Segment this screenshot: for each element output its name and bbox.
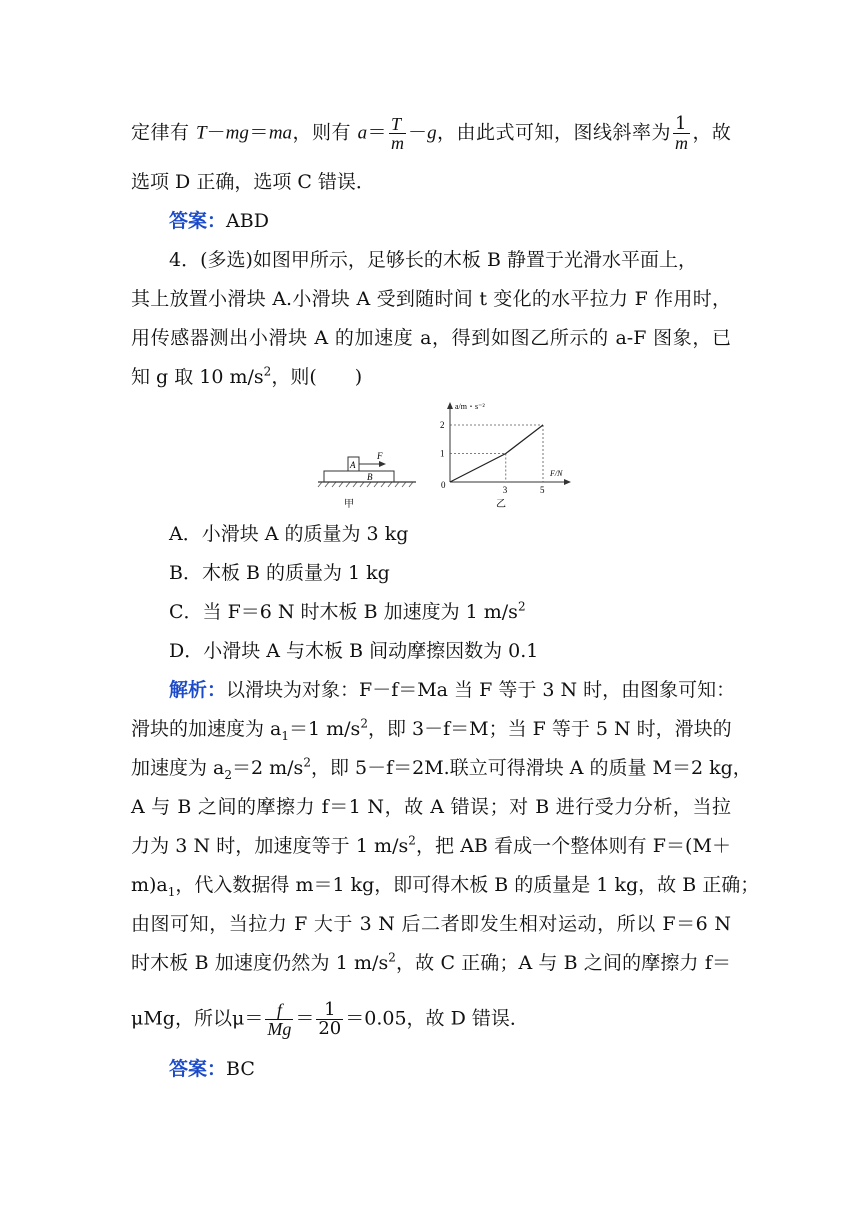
- var-T: T: [196, 122, 207, 144]
- answer-2: [169, 1056, 769, 1082]
- text-segment: 滑块的加速度为 a: [131, 718, 282, 740]
- subscript: 1: [167, 884, 176, 899]
- figure-jia: [312, 440, 422, 516]
- analysis-line-6: [131, 872, 760, 899]
- text-segment: ，代入数据得 m＝1 kg，即可得木板 B 的质量是 1 kg，故 B 正确；: [175, 874, 760, 896]
- fraction-f-over-Mg: [265, 1001, 293, 1038]
- text-line-1: [131, 115, 731, 152]
- fraction-1-over-20: [316, 1001, 343, 1038]
- text-line-2: 选项 D 正确，选项 C 错误．: [131, 171, 375, 193]
- option-b: B．木板 B 的质量为 1 kg: [169, 562, 390, 584]
- force-label: F: [377, 451, 383, 461]
- subscript: 2: [224, 767, 233, 782]
- answer-1: [169, 208, 769, 234]
- caption-jia: 甲: [344, 499, 354, 510]
- text-segment: 知 g 取 10 m/s: [131, 366, 264, 388]
- text-segment: ＝0.05，故 D 错误．: [345, 1007, 529, 1030]
- question-4-line-2: 其上放置小滑块 A.小滑块 A 受到随时间 t 变化的水平拉力 F 作用时，: [131, 288, 731, 310]
- board-b: [324, 471, 394, 482]
- analysis-label: 解析：: [169, 679, 227, 701]
- text-segment: ＝2 m/s: [232, 757, 304, 779]
- subscript: 1: [281, 728, 290, 743]
- chart-x-tick-label: 3: [502, 485, 508, 495]
- superscript: 2: [360, 716, 368, 731]
- denominator: Mg: [267, 1019, 292, 1039]
- text-segment: ，则( ): [271, 366, 363, 388]
- chart-origin-label: 0: [441, 480, 446, 490]
- analysis-line-9: [131, 1001, 731, 1038]
- answer-label: 答案：: [169, 1058, 227, 1080]
- var-a: a: [357, 122, 368, 144]
- text-segment: ，则有: [292, 121, 352, 144]
- text-segment: ，即 3－f＝M；当 F 等于 5 N 时，滑块的: [367, 718, 732, 740]
- text-segment: ，故: [691, 121, 731, 144]
- fraction-1-over-m: [673, 115, 690, 152]
- text-segment: ，由此式可知，图线斜率为: [436, 121, 671, 144]
- text-segment: ＝: [295, 1007, 315, 1030]
- denominator: m: [674, 133, 688, 153]
- superscript: 2: [388, 950, 396, 965]
- text-segment: 力为 3 N 时，加速度等于 1 m/s: [131, 835, 409, 857]
- text-segment: m)a: [131, 874, 168, 896]
- chart-x-axis-arrow: [564, 479, 571, 485]
- option-c: [169, 599, 769, 625]
- figure-yi-chart: [425, 396, 585, 514]
- text-segment: ，故 C 正确；A 与 B 之间的摩擦力 f＝: [395, 952, 731, 974]
- denominator: 20: [318, 1018, 342, 1039]
- question-4-line-4: [131, 364, 731, 390]
- chart-y-tick-label: 2: [440, 420, 445, 430]
- answer-value: BC: [226, 1058, 255, 1080]
- text-segment: μMg，所以μ＝: [131, 1007, 264, 1030]
- var-g: g: [427, 122, 437, 144]
- board-b-label: B: [367, 472, 373, 482]
- text-segment: 定律有: [131, 121, 190, 144]
- text-segment: ＝: [367, 121, 388, 144]
- superscript: 2: [263, 364, 272, 379]
- text-segment: 加速度为 a: [131, 757, 225, 779]
- caption-yi: 乙: [496, 499, 506, 510]
- ground-hatch: [318, 482, 413, 487]
- analysis-line-2: [131, 716, 731, 742]
- text-segment: ＝1 m/s: [289, 718, 361, 740]
- text-segment: －: [408, 121, 428, 144]
- text-segment: C．当 F＝6 N 时木板 B 加速度为 1 m/s: [169, 601, 518, 623]
- analysis-line-5: [131, 833, 731, 859]
- numerator: 1: [673, 115, 690, 134]
- analysis-line-4: A 与 B 之间的摩擦力 f＝1 N，故 A 错误；对 B 进行受力分析，当拉: [131, 796, 731, 818]
- superscript: 2: [517, 599, 526, 614]
- numerator: T: [389, 115, 406, 134]
- denominator: m: [391, 133, 405, 153]
- chart-y-axis-label: a/m・s⁻²: [455, 402, 485, 411]
- answer-value: ABD: [226, 210, 269, 232]
- superscript: 2: [303, 755, 311, 770]
- text-segment: 以滑块为对象：F－f＝Ma 当 F 等于 3 N 时，由图象可知：: [226, 679, 736, 701]
- chart-layer: [440, 402, 571, 495]
- chart-x-tick-label: 5: [540, 485, 545, 495]
- text-segment: ，把 AB 看成一个整体则有 F＝(M＋: [415, 835, 732, 857]
- numerator: 1: [316, 1001, 343, 1020]
- chart-x-axis-label: F/N: [550, 469, 563, 478]
- analysis-line-7: 由图可知，当拉力 F 大于 3 N 后二者即发生相对运动，所以 F＝6 N: [131, 913, 731, 935]
- force-arrow-head: [379, 461, 386, 467]
- text-segment: ＝: [248, 121, 269, 144]
- answer-label: 答案：: [169, 210, 227, 232]
- text-segment: ，即 5－f＝2M.联立可得滑块 A 的质量 M＝2 kg，: [310, 757, 752, 779]
- text-segment: －: [206, 121, 226, 144]
- var-mg: mg: [225, 122, 249, 144]
- text-segment: 时木板 B 加速度仍然为 1 m/s: [131, 952, 389, 974]
- option-d: D．小滑块 A 与木板 B 间动摩擦因数为 0.1: [169, 640, 539, 662]
- question-4-line-3: 用传感器测出小滑块 A 的加速度 a，得到如图乙所示的 a-F 图象，已: [131, 327, 731, 349]
- chart-y-tick-label: 1: [440, 448, 445, 459]
- var-ma: ma: [268, 122, 293, 144]
- fraction-T-over-m: [389, 115, 406, 152]
- option-a: A．小滑块 A 的质量为 3 kg: [169, 523, 409, 545]
- analysis-line-1: [169, 677, 736, 703]
- block-a-label: A: [350, 460, 356, 470]
- numerator: f: [265, 1001, 293, 1020]
- superscript: 2: [408, 833, 416, 848]
- question-4-line-1: 4．(多选)如图甲所示，足够长的木板 B 静置于光滑水平面上，: [169, 249, 697, 271]
- analysis-line-3: [131, 755, 752, 782]
- analysis-line-8: [131, 950, 731, 976]
- chart-y-axis-arrow: [447, 402, 453, 409]
